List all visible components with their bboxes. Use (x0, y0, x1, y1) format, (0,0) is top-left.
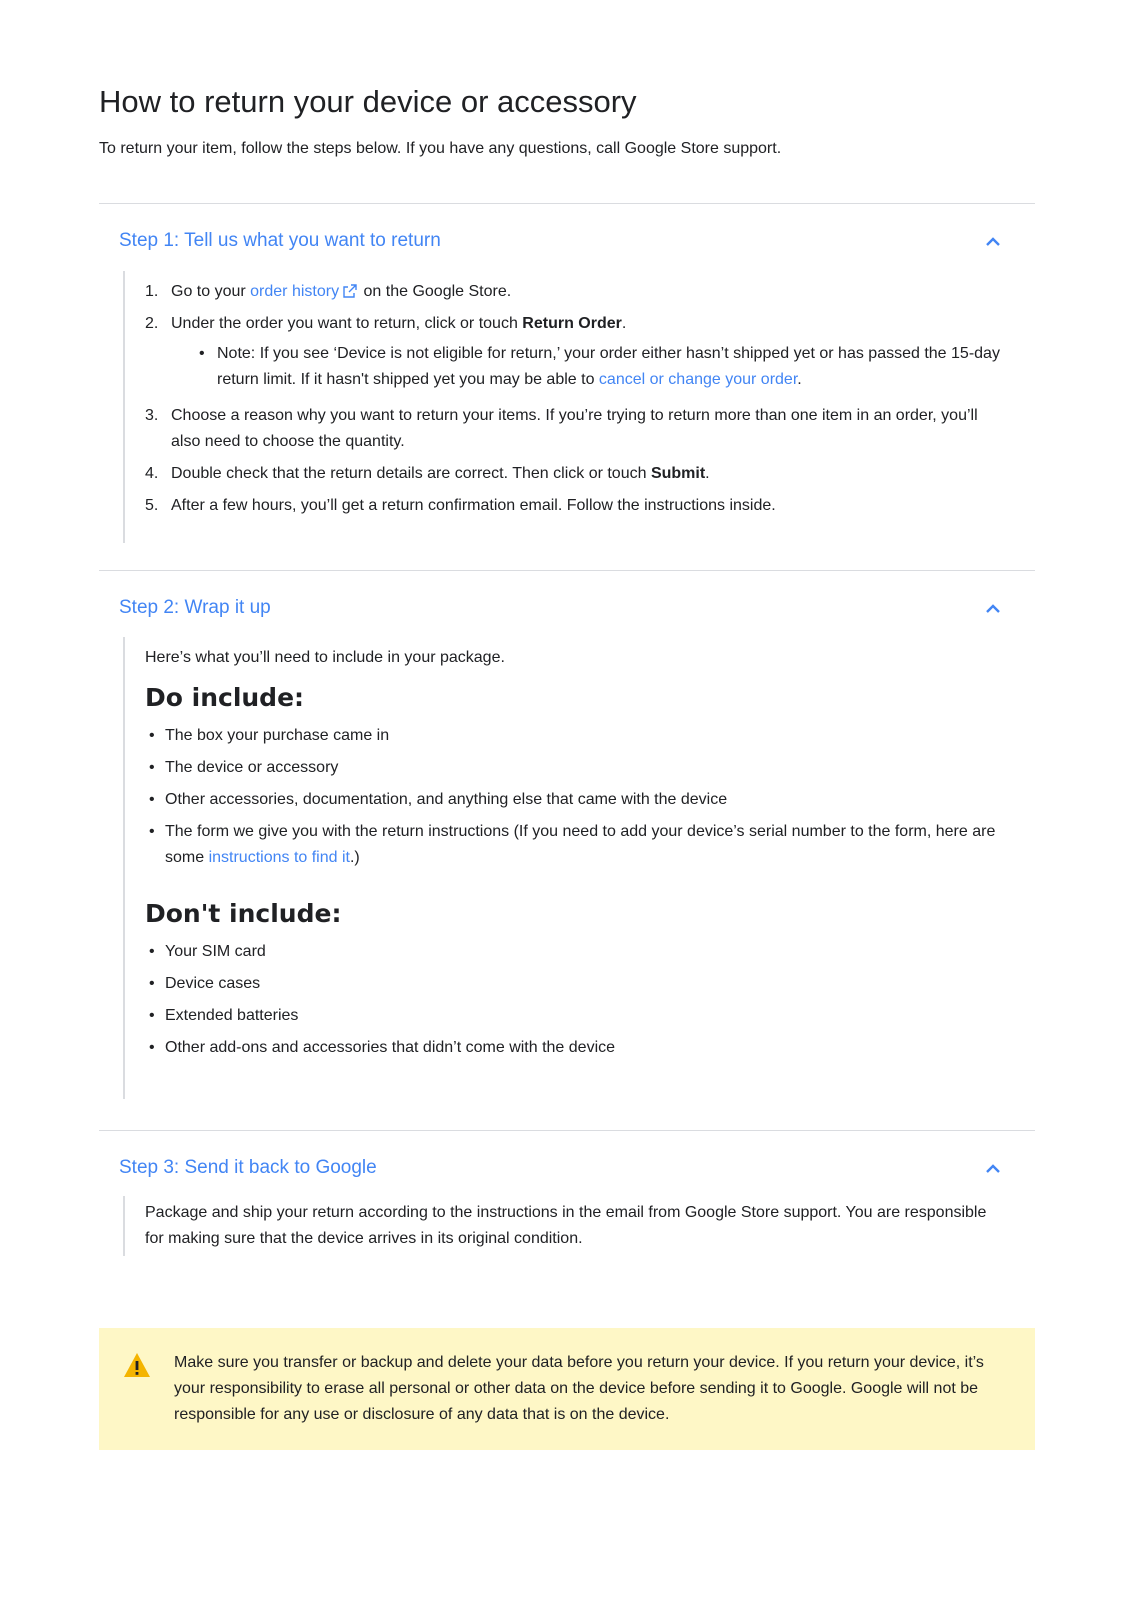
list-item: • Other add-ons and accessories that didn’t come with the device (145, 1035, 1005, 1061)
divider (99, 570, 1035, 571)
note-item (195, 341, 1005, 393)
text: Go to your (171, 283, 251, 300)
step-1-title: Step 1: Tell us what you want to return (119, 230, 441, 251)
text: After a few hours, you’ll get a return confirmation email. Follow the instructions inside. (171, 497, 776, 514)
step-1-body (123, 271, 1000, 543)
text: on the Google Store. (359, 283, 512, 300)
list-item: • Extended batteries (145, 1003, 1005, 1029)
return-order-label: Return Order (522, 315, 622, 332)
chevron-up-icon[interactable] (983, 1159, 1003, 1179)
external-link-icon (343, 284, 357, 298)
list-item (145, 311, 1005, 393)
text: . (705, 465, 710, 482)
text: Choose a reason why you want to return your items. If you’re trying to return more than one item in an order, you’ll also need to choose the quantity. (171, 407, 978, 450)
dont-include-list (145, 939, 1005, 1061)
submit-label: Submit (650, 465, 706, 482)
list-item (145, 279, 1005, 305)
step-3-body (123, 1196, 987, 1256)
chevron-up-icon[interactable] (983, 232, 1003, 252)
divider (99, 203, 1035, 204)
intro-text: To return your item, follow the steps below. If you have any questions, call Google Store support. (99, 140, 782, 157)
step-3-text: Package and ship your return according to the instructions in the email from Google Store support. You are responsible for making sure that the device arrives in its original condition. (145, 1204, 987, 1247)
list-item (145, 403, 1005, 455)
step-2-title: Step 2: Wrap it up (119, 597, 271, 618)
do-include-list (145, 723, 1005, 871)
list-item: • The device or accessory (145, 755, 1005, 781)
list-item (145, 461, 1005, 487)
list-number: 2. (145, 315, 159, 332)
step-2-intro: Here’s what you’ll need to include in your package. (145, 649, 505, 666)
do-include-heading: Do include: (145, 683, 305, 712)
dont-include-heading: Don't include: (145, 899, 342, 928)
text: The form we give you with the return instructions (If you need to add your device’s serial number to the form, here are some (165, 823, 996, 866)
text: Note: If you see ‘Device is not eligible for return,’ your order either hasn’t shipped yet or has passed the 15-day return limit. If it hasn't shipped yet you may be able to (217, 345, 1000, 388)
order-history-link[interactable]: order history (250, 283, 340, 300)
text: Double check that the return details are correct. Then click or touch (171, 465, 651, 482)
list-number: 5. (145, 497, 159, 514)
list-item: • Device cases (145, 971, 1005, 997)
warning-text: Make sure you transfer or backup and delete your data before you return your device. If you return your device, it’s your responsibility to erase all personal or other data on the device before sending it to Google. Google will not be responsible for any use or disclosure of any data that is on the device. (174, 1354, 984, 1423)
list-number: 1. (145, 283, 159, 300)
instructions-link[interactable]: instructions to find it (208, 849, 350, 866)
step-1-list (145, 279, 1005, 519)
list-item: • Other accessories, documentation, and anything else that came with the device (145, 787, 1005, 813)
cancel-change-order-link[interactable]: cancel or change your order (598, 371, 798, 388)
step-1-header[interactable] (99, 222, 1035, 262)
divider (99, 1130, 1035, 1131)
text: Under the order you want to return, click or touch (171, 315, 523, 332)
step-3-header[interactable] (99, 1149, 1035, 1189)
chevron-up-icon[interactable] (983, 599, 1003, 619)
text: . (797, 371, 802, 388)
step-2-header[interactable] (99, 589, 1035, 629)
list-item: • The box your purchase came in (145, 723, 1005, 749)
list-item: • Your SIM card (145, 939, 1005, 965)
text: . (621, 315, 627, 332)
warning-callout (99, 1328, 1035, 1450)
step-2-body (123, 637, 996, 1099)
list-item (145, 819, 1005, 871)
page-title: How to return your device or accessory (99, 84, 637, 119)
list-number: 4. (145, 465, 159, 482)
warning-icon (123, 1352, 151, 1378)
list-number: 3. (145, 407, 159, 424)
step-3-title: Step 3: Send it back to Google (119, 1157, 377, 1178)
text: .) (349, 849, 360, 866)
list-item (145, 493, 1005, 519)
